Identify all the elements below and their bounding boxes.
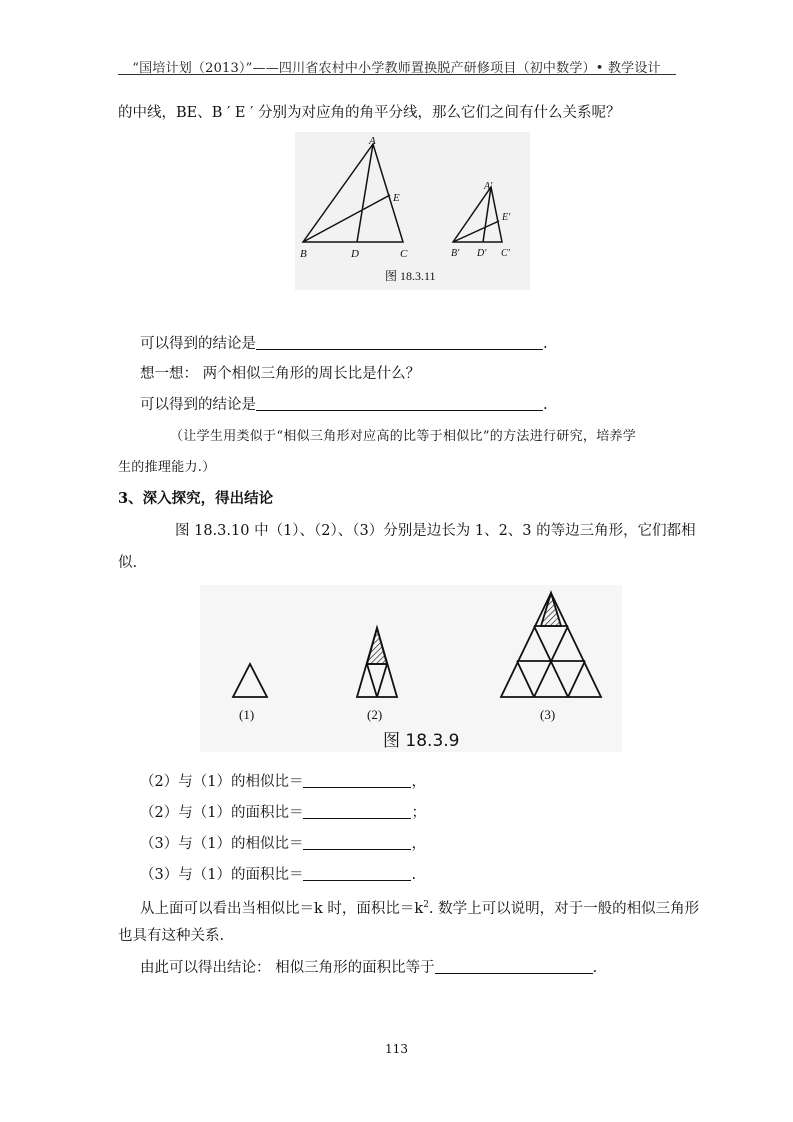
question-1-blank[interactable] [303,773,411,788]
conclusion1 [140,334,548,354]
note-line-2: 生的推理能力.） [118,460,216,475]
conclusion1-blank[interactable] [256,335,543,350]
figure1-caption: 图 18.3.11 [385,269,436,283]
triangle-abc-prime [453,187,502,242]
bisector-be [303,195,390,242]
header-rule [118,74,676,75]
label-1: (1) [239,707,255,722]
label-c-prime: C′ [501,248,510,259]
median-ad-prime [483,187,491,242]
summary-line-1-b: . 数学上可以说明，对于一般的相似三角形 [428,900,700,917]
question-2-end: ； [411,805,426,821]
question-3-text: （3）与（1）的相似比＝ [140,836,304,852]
label-b-prime: B′ [451,248,460,259]
final-blank[interactable] [435,959,593,974]
label-e-prime: E′ [502,212,511,223]
figure2-caption: 图 18.3.9 [383,731,460,751]
median-ad [357,144,373,242]
label-2: (2) [367,707,383,722]
triangle-1 [233,664,267,697]
question-2 [140,803,426,823]
label-d: D [351,248,359,260]
conclusion2-blank[interactable] [256,396,543,411]
hatched-cell-2 [367,628,387,664]
conclusion2-end: . [543,397,548,413]
label-c: C [400,248,408,260]
note-line-1: （让学生用类似于“相似三角形对应高的比等于相似比”的方法进行研究，培养学 [170,429,637,444]
final-prefix: 由此可以得出结论： 相似三角形的面积比等于 [140,960,435,976]
summary-superscript: 2 [423,900,429,910]
para-line-2: 似. [118,555,138,571]
label-b: B [300,248,307,260]
triangle-figure [295,132,530,290]
summary-line-2: 也具有这种关系. [118,928,225,944]
question-4 [140,865,416,885]
think-line: 想一想： 两个相似三角形的周长比是什么？ [140,366,421,382]
equilateral-figure [200,585,622,752]
label-3: (3) [540,707,556,722]
conclusion1-prefix: 可以得到的结论是 [140,336,256,352]
intro-line: 的中线，BE、B ′ E ′ 分别为对应角的角平分线，那么它们之间有什么关系呢？ [118,105,621,121]
question-4-text: （3）与（1）的面积比＝ [140,867,304,883]
triangle-abc [303,144,403,242]
summary-line-1 [140,895,699,919]
question-1-text: （2）与（1）的相似比＝ [140,774,304,790]
page-number: 113 [385,1042,408,1056]
question-1-end: ， [411,774,426,790]
question-1 [140,772,426,792]
section3-title: 3、深入探究，得出结论 [118,490,274,507]
question-2-blank[interactable] [303,804,411,819]
label-a: A [369,135,376,147]
question-4-end: . [411,867,417,883]
question-4-blank[interactable] [303,866,411,881]
final-end: . [592,960,598,976]
summary-line-1-a: 从上面可以看出当相似比＝k 时，面积比＝k [140,900,424,917]
label-e: E [393,192,400,204]
figure-18-3-9 [200,585,622,752]
conclusion2-prefix: 可以得到的结论是 [140,397,256,413]
figure-18-3-11 [295,132,530,290]
page-header: “国培计划（2013）”——四川省农村中小学教师置换脱产研修项目（初中数学）• 教学设计 [132,61,661,76]
conclusion1-end: . [543,336,548,352]
conclusion2 [140,395,548,415]
para-line-1: 图 18.3.10 中（1）、（2）、（3）分别是边长为 1、2、3 的等边三角形，它们都相 [175,523,696,539]
question-3-end: ， [411,836,426,852]
question-2-text: （2）与（1）的面积比＝ [140,805,304,821]
question-3 [140,834,426,854]
label-a-prime: A′ [484,181,493,192]
label-d-prime: D′ [477,248,487,259]
final-conclusion [140,958,597,978]
question-3-blank[interactable] [303,835,411,850]
